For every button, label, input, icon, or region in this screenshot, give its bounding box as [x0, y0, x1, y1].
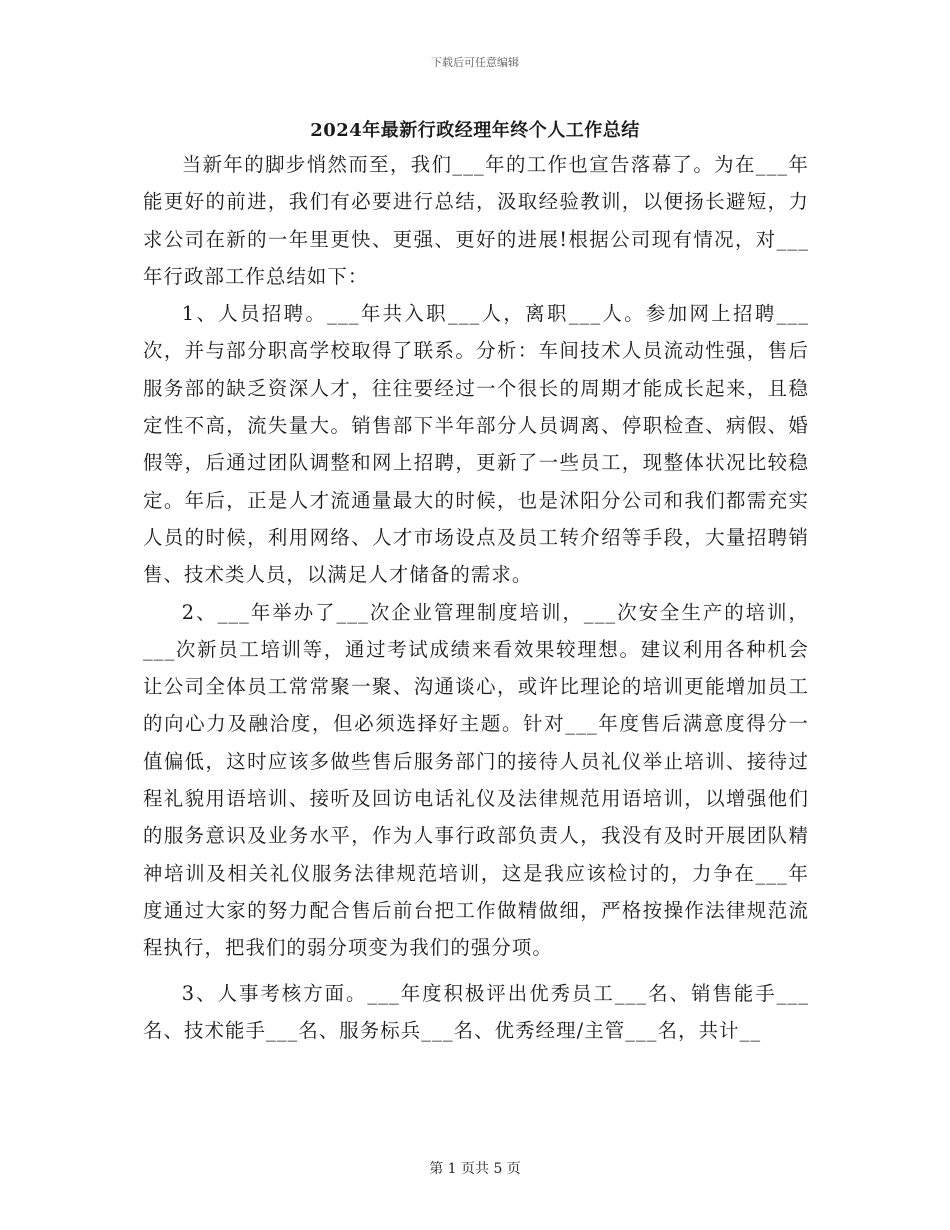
paragraph-training: 2、___年举办了___次企业管理制度培训，___次安全生产的培训，___次新员工培训等，通过考试成绩来看效果较理想。建议利用各种机会让公司全体员工常常聚一聚、沟通谈心，或许比理论的培训更能增加员工的向心力及融洽度，但必须选择好主题。针对___年度售后满意度得分一值偏低，这时应该多做些售后服务部门的接待人员礼仪举止培训、接待过程礼貌用语培训、接听及回访电话礼仪及法律规范用语培训，以增强他们的服务意识及业务水平，作为人事行政部负责人，我没有及时开展团队精神培训及相关礼仪服务法律规范培训，这是我应该检讨的，力争在___年度通过大家的努力配合售后前台把工作做精做细，严格按操作法律规范流程执行，把我们的弱分项变为我们的强分项。 [143, 600, 809, 960]
paragraph-intro: 当新年的脚步悄然而至，我们___年的工作也宣告落幕了。为在___年能更好的前进，我们有必要进行总结，汲取经验教训，以便扬长避短，力求公司在新的一年里更快、更强、更好的进展!根据公司现有情况，对___年行政部工作总结如下： [143, 153, 809, 288]
document-body [143, 146, 809, 1049]
document-title: 2024年最新行政经理年终个人工作总结 [310, 120, 640, 141]
paragraph-assessment: 3、人事考核方面。___年度积极评出优秀员工___名、销售能手___名、技术能手___名、服务标兵___名、优秀经理/主管___名，共计__ [143, 981, 809, 1042]
page-header-note: 下载后可任意编辑 [431, 56, 519, 69]
page-number: 第 1 页共 5 页 [429, 1161, 521, 1177]
paragraph-recruitment: 1、人员招聘。___年共入职___人，离职___人。参加网上招聘___次，并与部分职高学校取得了联系。分析：车间技术人员流动性强，售后服务部的缺乏资深人才，往往要经过一个很长的周期才能成长起来，且稳定性不高，流失量大。销售部下半年部分人员调离、停职检查、病假、婚假等，后通过团队调整和网上招聘，更新了一些员工，现整体状况比较稳定。年后，正是人才流通量最大的时候，也是沭阳分公司和我们都需充实人员的时候，利用网络、人才市场设点及员工转介绍等手段，大量招聘销售、技术类人员，以满足人才储备的需求。 [143, 302, 809, 587]
